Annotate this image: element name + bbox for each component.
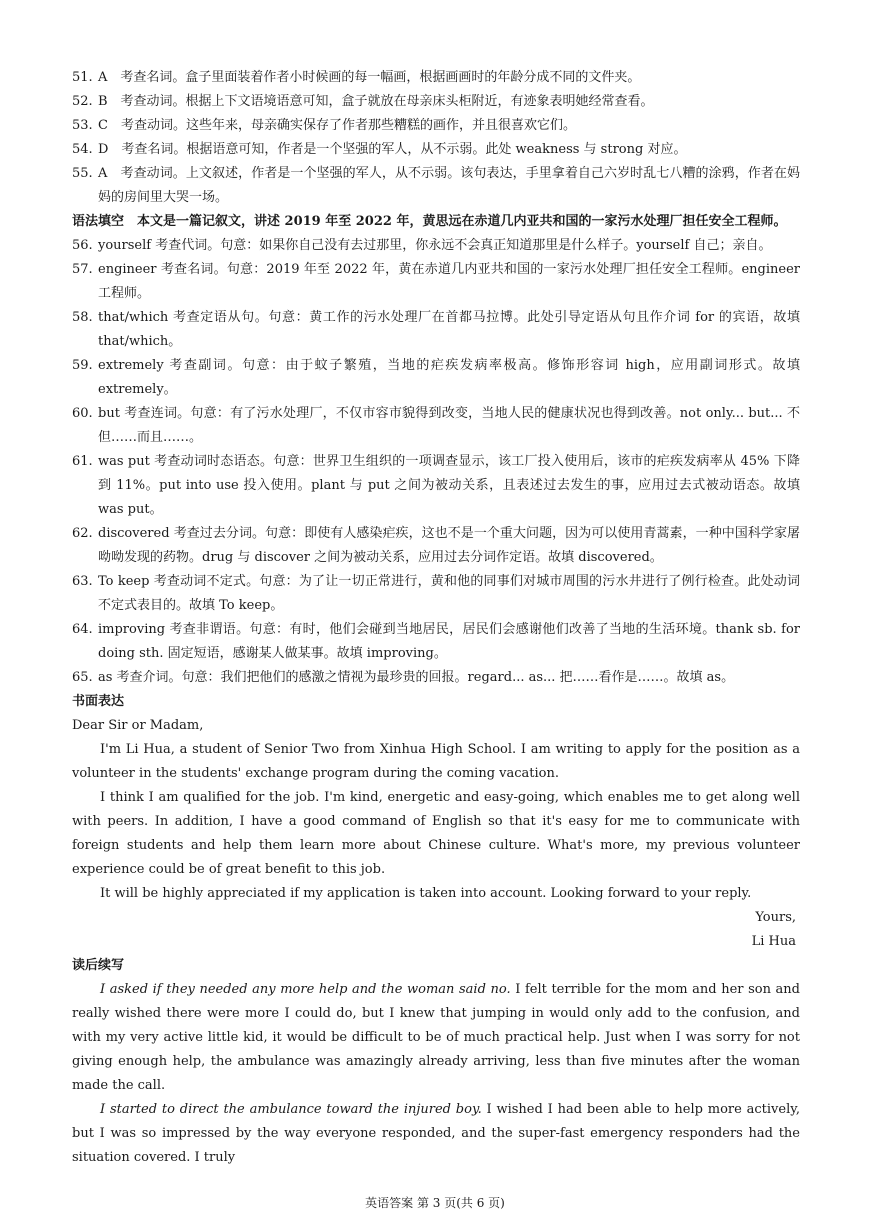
answer-number: 58. — [72, 310, 93, 325]
letter-paragraph: It will be highly appreciated if my application is taken into account. Looking forward to your reply. — [100, 886, 752, 901]
paragraph-lead-sentence: I asked if they needed any more help and the woman said no. — [100, 982, 511, 997]
page-footer: 英语答案 第 3 页(共 6 页) — [365, 1196, 505, 1210]
answer-number: 57. — [72, 262, 93, 277]
answer-number: 61. — [72, 454, 93, 469]
cloze-answers — [72, 66, 800, 210]
answer-number: 51. — [72, 70, 93, 85]
answer-item — [72, 522, 800, 570]
letter-signature: Li Hua — [751, 934, 796, 949]
letter-paragraph: I'm Li Hua, a student of Senior Two from Xinhua High School. I am writing to apply for the position as a volunteer in the students' exchange program during the coming vacation. — [72, 742, 800, 781]
answer-item — [72, 354, 800, 402]
answer-item — [72, 666, 800, 690]
answer-explanation: engineer 考查名词。句意：2019 年至 2022 年，黄在赤道几内亚共和国的一家污水处理厂担任安全工程师。engineer 工程师。 — [98, 262, 800, 301]
letter-salutation: Dear Sir or Madam, — [72, 718, 204, 733]
answer-explanation: A 考查动词。上文叙述，作者是一个坚强的军人，从不示弱。该句表达，手里拿着自己六岁时乱七八糟的涂鸦，作者在妈妈的房间里大哭一场。 — [98, 166, 800, 205]
answer-item — [72, 618, 800, 666]
letter-body — [72, 738, 800, 906]
answer-number: 59. — [72, 358, 93, 373]
answer-number: 62. — [72, 526, 93, 541]
answer-item — [72, 90, 800, 114]
grammar-heading: 语法填空 本文是一篇记叙文，讲述 2019 年至 2022 年，黄思远在赤道几内亚共和国的一家污水处理厂担任安全工程师。 — [72, 214, 787, 229]
answer-item — [72, 402, 800, 450]
continuation-paragraph — [72, 1098, 800, 1170]
answer-number: 52. — [72, 94, 93, 109]
answer-explanation: D 考查名词。根据语意可知，作者是一个坚强的军人，从不示弱。此处 weakness 与 strong 对应。 — [98, 142, 687, 157]
answer-number: 54. — [72, 142, 93, 157]
answer-number: 55. — [72, 166, 93, 181]
answer-item — [72, 306, 800, 354]
answer-explanation: extremely 考查副词。句意：由于蚊子繁殖，当地的疟疾发病率极高。修饰形容词 high，应用副词形式。故填 extremely。 — [98, 358, 800, 397]
answer-item — [72, 570, 800, 618]
answer-explanation: C 考查动词。这些年来，母亲确实保存了作者那些糟糕的画作，并且很喜欢它们。 — [98, 118, 576, 133]
answer-item — [72, 138, 800, 162]
letter-paragraph: I think I am qualified for the job. I'm kind, energetic and easy-going, which enables me to get along well with peers. In addition, I have a good command of English so that it's easy for me to communicate with foreign students and help them learn more about Chinese culture. What's more, my previous volunteer experience could be of great benefit to this job. — [72, 790, 800, 877]
answer-number: 53. — [72, 118, 93, 133]
answer-explanation: improving 考查非谓语。句意：有时，他们会碰到当地居民，居民们会感谢他们改善了当地的生活环境。thank sb. for doing sth. 固定短语，感谢某人做某事。故填 improving。 — [98, 622, 800, 661]
answer-explanation: as 考查介词。句意：我们把他们的感激之情视为最珍贵的回报。regard... as... 把……看作是……。故填 as。 — [98, 670, 735, 685]
continuation-paragraph — [72, 978, 800, 1098]
answer-explanation: but 考查连词。句意：有了污水处理厂，不仅市容市貌得到改变，当地人民的健康状况也得到改善。not only... but... 不但……而且……。 — [98, 406, 800, 445]
answer-explanation: discovered 考查过去分词。句意：即使有人感染疟疾，这也不是一个重大问题，因为可以使用青蒿素，一种中国科学家屠呦呦发现的药物。drug 与 discover 之间为被动关系，应用过去分词作定语。故填 discovered。 — [98, 526, 800, 565]
answer-item — [72, 234, 800, 258]
answer-explanation: that/which 考查定语从句。句意：黄工作的污水处理厂在首都马拉博。此处引导定语从句且作介词 for 的宾语，故填 that/which。 — [98, 310, 800, 349]
answer-page — [72, 66, 800, 1170]
answer-item — [72, 450, 800, 522]
writing-heading: 书面表达 — [72, 694, 125, 709]
paragraph-lead-sentence: I started to direct the ambulance toward the injured boy. — [100, 1102, 482, 1117]
answer-number: 64. — [72, 622, 93, 637]
paragraph-text: I felt terrible for the mom and her son and really wished there were more I could do, but I knew that jumping in would only add to the confusion, and with my very active little kid, it would be difficult to be of much practical help. Just when I was sorry for not giving enough help, the ambulance was amazingly already arriving, less than five minutes after the woman made the call. — [72, 982, 800, 1093]
answer-number: 56. — [72, 238, 93, 253]
answer-number: 65. — [72, 670, 93, 685]
answer-explanation: B 考查动词。根据上下文语境语意可知，盒子就放在母亲床头柜附近，有迹象表明她经常查看。 — [98, 94, 654, 109]
answer-explanation: yourself 考查代词。句意：如果你自己没有去过那里，你永远不会真正知道那里是什么样子。yourself 自己；亲自。 — [98, 238, 772, 253]
answer-number: 63. — [72, 574, 93, 589]
grammar-answers — [72, 234, 800, 690]
answer-item — [72, 162, 800, 210]
answer-explanation: was put 考查动词时态语态。句意：世界卫生组织的一项调查显示，该工厂投入使用后，该市的疟疾发病率从 45% 下降到 11%。put into use 投入使用。plant 与 put 之间为被动关系，且表述过去发生的事，应用过去式被动语态。故填 was put。 — [98, 454, 800, 517]
letter-closing: Yours, — [755, 910, 796, 925]
answer-explanation: To keep 考查动词不定式。句意：为了让一切正常进行，黄和他的同事们对城市周围的污水井进行了例行检查。此处动词不定式表目的。故填 To keep。 — [98, 574, 800, 613]
answer-item — [72, 114, 800, 138]
answer-item — [72, 258, 800, 306]
answer-explanation: A 考查名词。盒子里面装着作者小时候画的每一幅画，根据画画时的年龄分成不同的文件夹。 — [98, 70, 641, 85]
answer-number: 60. — [72, 406, 93, 421]
continuation-heading: 读后续写 — [72, 958, 125, 973]
paragraph-text: I wished I had been able to help more actively, but I was so impressed by the way everyone responded, and the super-fast emergency responders had the situation covered. I truly — [72, 1102, 800, 1165]
answer-item — [72, 66, 800, 90]
